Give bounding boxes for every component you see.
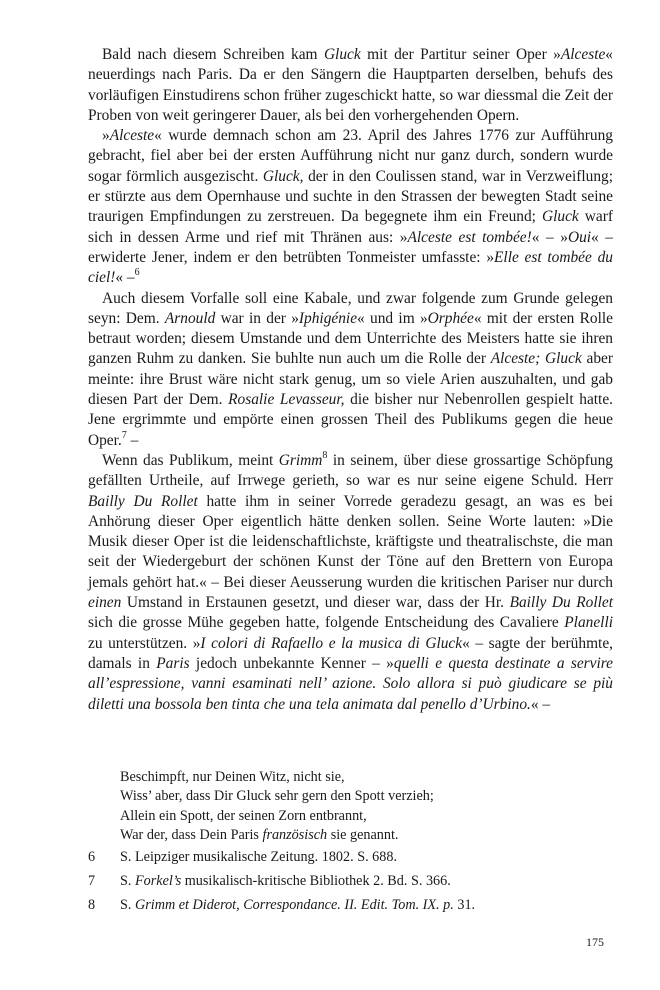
poem-line: [120, 826, 600, 845]
italic-text: Forkel’s: [134, 873, 182, 889]
footnote: [88, 869, 613, 893]
text-run: sie genannt.: [327, 826, 399, 843]
footnote-number: 6: [88, 849, 96, 865]
footnote-number: 8: [88, 897, 96, 913]
text-run: zu unterstützen. »: [88, 634, 201, 652]
footnote-number: 7: [88, 873, 96, 889]
text-run: S. Leipziger musikalische Zeitung. 1802. S. 688.: [120, 849, 398, 865]
italic-text: Oui: [567, 228, 592, 246]
italic-text: Alceste; Gluck: [490, 350, 582, 368]
text-run: der in den Coulissen stand, war in Verzweiflung; er stürzte aus dem Opernhause und suchte in den Strassen der bewegten Stadt seine traurigen Empfindungen zu zerstreuen. Da begegnete ihm ein Freund;: [88, 167, 613, 226]
page-number: 175: [586, 935, 604, 949]
italic-text: quelli e questa destinate a servire all’espressione, vanni esaminati nell’ azione. Solo allora si può giudicare se più diletti una bossola ben tinta che una tela animata dal penello d’Urbino.: [88, 654, 614, 713]
italic-text: Alceste: [109, 127, 155, 145]
italic-text: Bailly Du Rollet: [88, 492, 198, 510]
italic-text: I colori di Rafaello e la musica di Gluck: [200, 634, 463, 652]
footnote-poem: [120, 768, 600, 845]
text-run: War der, dass Dein Paris: [120, 826, 263, 843]
text-run: aber meinte: ihre Brust wäre nicht stark genug, um so viele Arien auszuhalten, und gab diesen Part der Dem.: [88, 350, 613, 409]
paragraph: [88, 451, 613, 715]
text-run: « mit der ersten Rolle betraut worden; diesem Umstande und dem Unterrichte des Meisters hatte sie ihren ganzen Ruhm zu danken. Sie buhlte nun auch um die Rolle der: [88, 309, 613, 368]
footnote: [88, 893, 613, 917]
text-run: Wenn das Publikum, meint: [102, 451, 279, 469]
text-run: hatte ihm in seiner Vorrede geradezu gesagt, an was es bei Anhörung dieser Oper eigentlich hätte denken sollen. Seine Worte lauten: »Die Musik dieser Oper ist die leidenschaftlichste, kräftigste und theatralischste, die man seit der Wiedergeburt der schönen Kunst der Töne auf den Brettern von Europa jemals gehört hat.« – Bei dieser Aeusserung wurden die kritischen Pariser nur durch: [88, 492, 613, 591]
text-run: « – »: [531, 228, 568, 246]
text-run: jedoch unbekannte Kenner – »: [189, 654, 394, 672]
text-run: « und im »: [357, 309, 428, 327]
text-run: S.: [120, 897, 135, 913]
text-run: Wiss’ aber, dass Dir Gluck sehr gern den Spott verzieh;: [120, 788, 434, 805]
text-run: war in der »: [215, 309, 299, 327]
paragraph: [88, 45, 613, 126]
italic-text: Grimm: [278, 451, 323, 469]
poem-line: [120, 768, 600, 787]
paragraph: [88, 126, 613, 288]
italic-text: Gluck: [323, 46, 361, 63]
footnote-ref: 8: [322, 449, 328, 461]
italic-text: Alceste est tombée!: [407, 228, 532, 246]
text-run: die bisher nur Nebenrollen gespielt hatte. Jene ergrimmte und empörte einen grossen Theil des Publikums gegen die heue Oper.: [88, 391, 614, 449]
footnote-ref: 6: [134, 267, 140, 279]
italic-text: Elle est tombée du ciel!: [88, 248, 613, 287]
italic-text: Alceste: [560, 46, 606, 63]
text-run: »: [102, 127, 110, 145]
footnote-ref: 7: [121, 429, 127, 441]
footnote-text: [120, 897, 475, 913]
footnote: [88, 845, 613, 869]
text-run: musikalisch-kritische Bibliothek 2. Bd. S. 366.: [181, 873, 451, 889]
footnote-text: [120, 873, 451, 889]
text-run: « – erwiderte Jener, indem er den betrübten Tonmeister umfasste: »: [88, 228, 613, 266]
footnote-text: [120, 849, 397, 865]
text-run: in seinem, über diese grossartige Schöpfung gefällten Urtheile, auf Irrwege gerieth, so war es nur seine eigene Schuld. Herr: [88, 451, 614, 490]
italic-text: Paris: [156, 654, 190, 672]
text-run: Bald nach diesem Schreiben kam: [102, 46, 324, 63]
text-run: « – sagte der berühmte, damals in: [88, 634, 613, 672]
italic-text: Rosalie Levasseur,: [228, 391, 345, 409]
text-run: –: [126, 431, 139, 449]
text-run: « –: [530, 695, 551, 713]
italic-text: Orphée: [427, 309, 474, 327]
italic-text: einen: [88, 594, 122, 612]
text-run: « –: [115, 269, 135, 287]
text-run: mit der Partitur seiner Oper »: [360, 46, 561, 63]
text-run: warf sich in dessen Arme und rief mit Thränen aus: »: [88, 208, 613, 246]
text-run: Beschimpft, nur Deinen Witz, nicht sie,: [120, 769, 345, 785]
text-run: Umstand in Erstaunen gesetzt, und dieser war, dass der Hr.: [121, 594, 510, 612]
text-run: Auch diesem Vorfalle soll eine Kabale, und zwar folgende zum Grunde gelegen seyn: Dem.: [88, 289, 613, 327]
italic-text: Iphigénie: [298, 309, 358, 327]
text-run: « wurde demnach schon am 23. April des Jahres 1776 zur Aufführung gebracht, fiel aber bei der ersten Aufführung nicht nur ganz durch, sondern wurde sogar förmlich ausgezischt.: [88, 127, 613, 185]
italic-text: französisch: [262, 826, 328, 843]
italic-text: Arnould: [164, 309, 216, 327]
paragraph: [88, 289, 613, 451]
text-run: sich die grosse Mühe gegeben hatte, folgende Entscheidung des Cavaliere: [88, 614, 565, 632]
italic-text: Planelli: [564, 614, 613, 632]
italic-text: Gluck: [542, 208, 579, 226]
poem-line: [120, 807, 600, 826]
text-run: 31.: [453, 897, 476, 913]
main-text: [88, 45, 613, 715]
italic-text: Grimm et Diderot, Correspondance. II. Edit. Tom. IX. p.: [134, 897, 454, 913]
italic-text: Gluck,: [262, 167, 304, 185]
italic-text: Bailly Du Rollet: [509, 594, 613, 612]
text-run: S.: [120, 873, 135, 889]
poem-line: [120, 787, 600, 806]
footnotes: [88, 845, 613, 917]
text-run: Allein ein Spott, der seinen Zorn entbrannt,: [120, 807, 367, 824]
text-run: « neuerdings nach Paris. Da er den Sängern die Hauptparten derselben, behufs des vorläufigen Einstudirens schon früher zugeschickt hatte, so war diessmal die Zeit der Proben von weit geringerer Dauer, als bei den vorhergehenden Opern.: [88, 46, 613, 124]
